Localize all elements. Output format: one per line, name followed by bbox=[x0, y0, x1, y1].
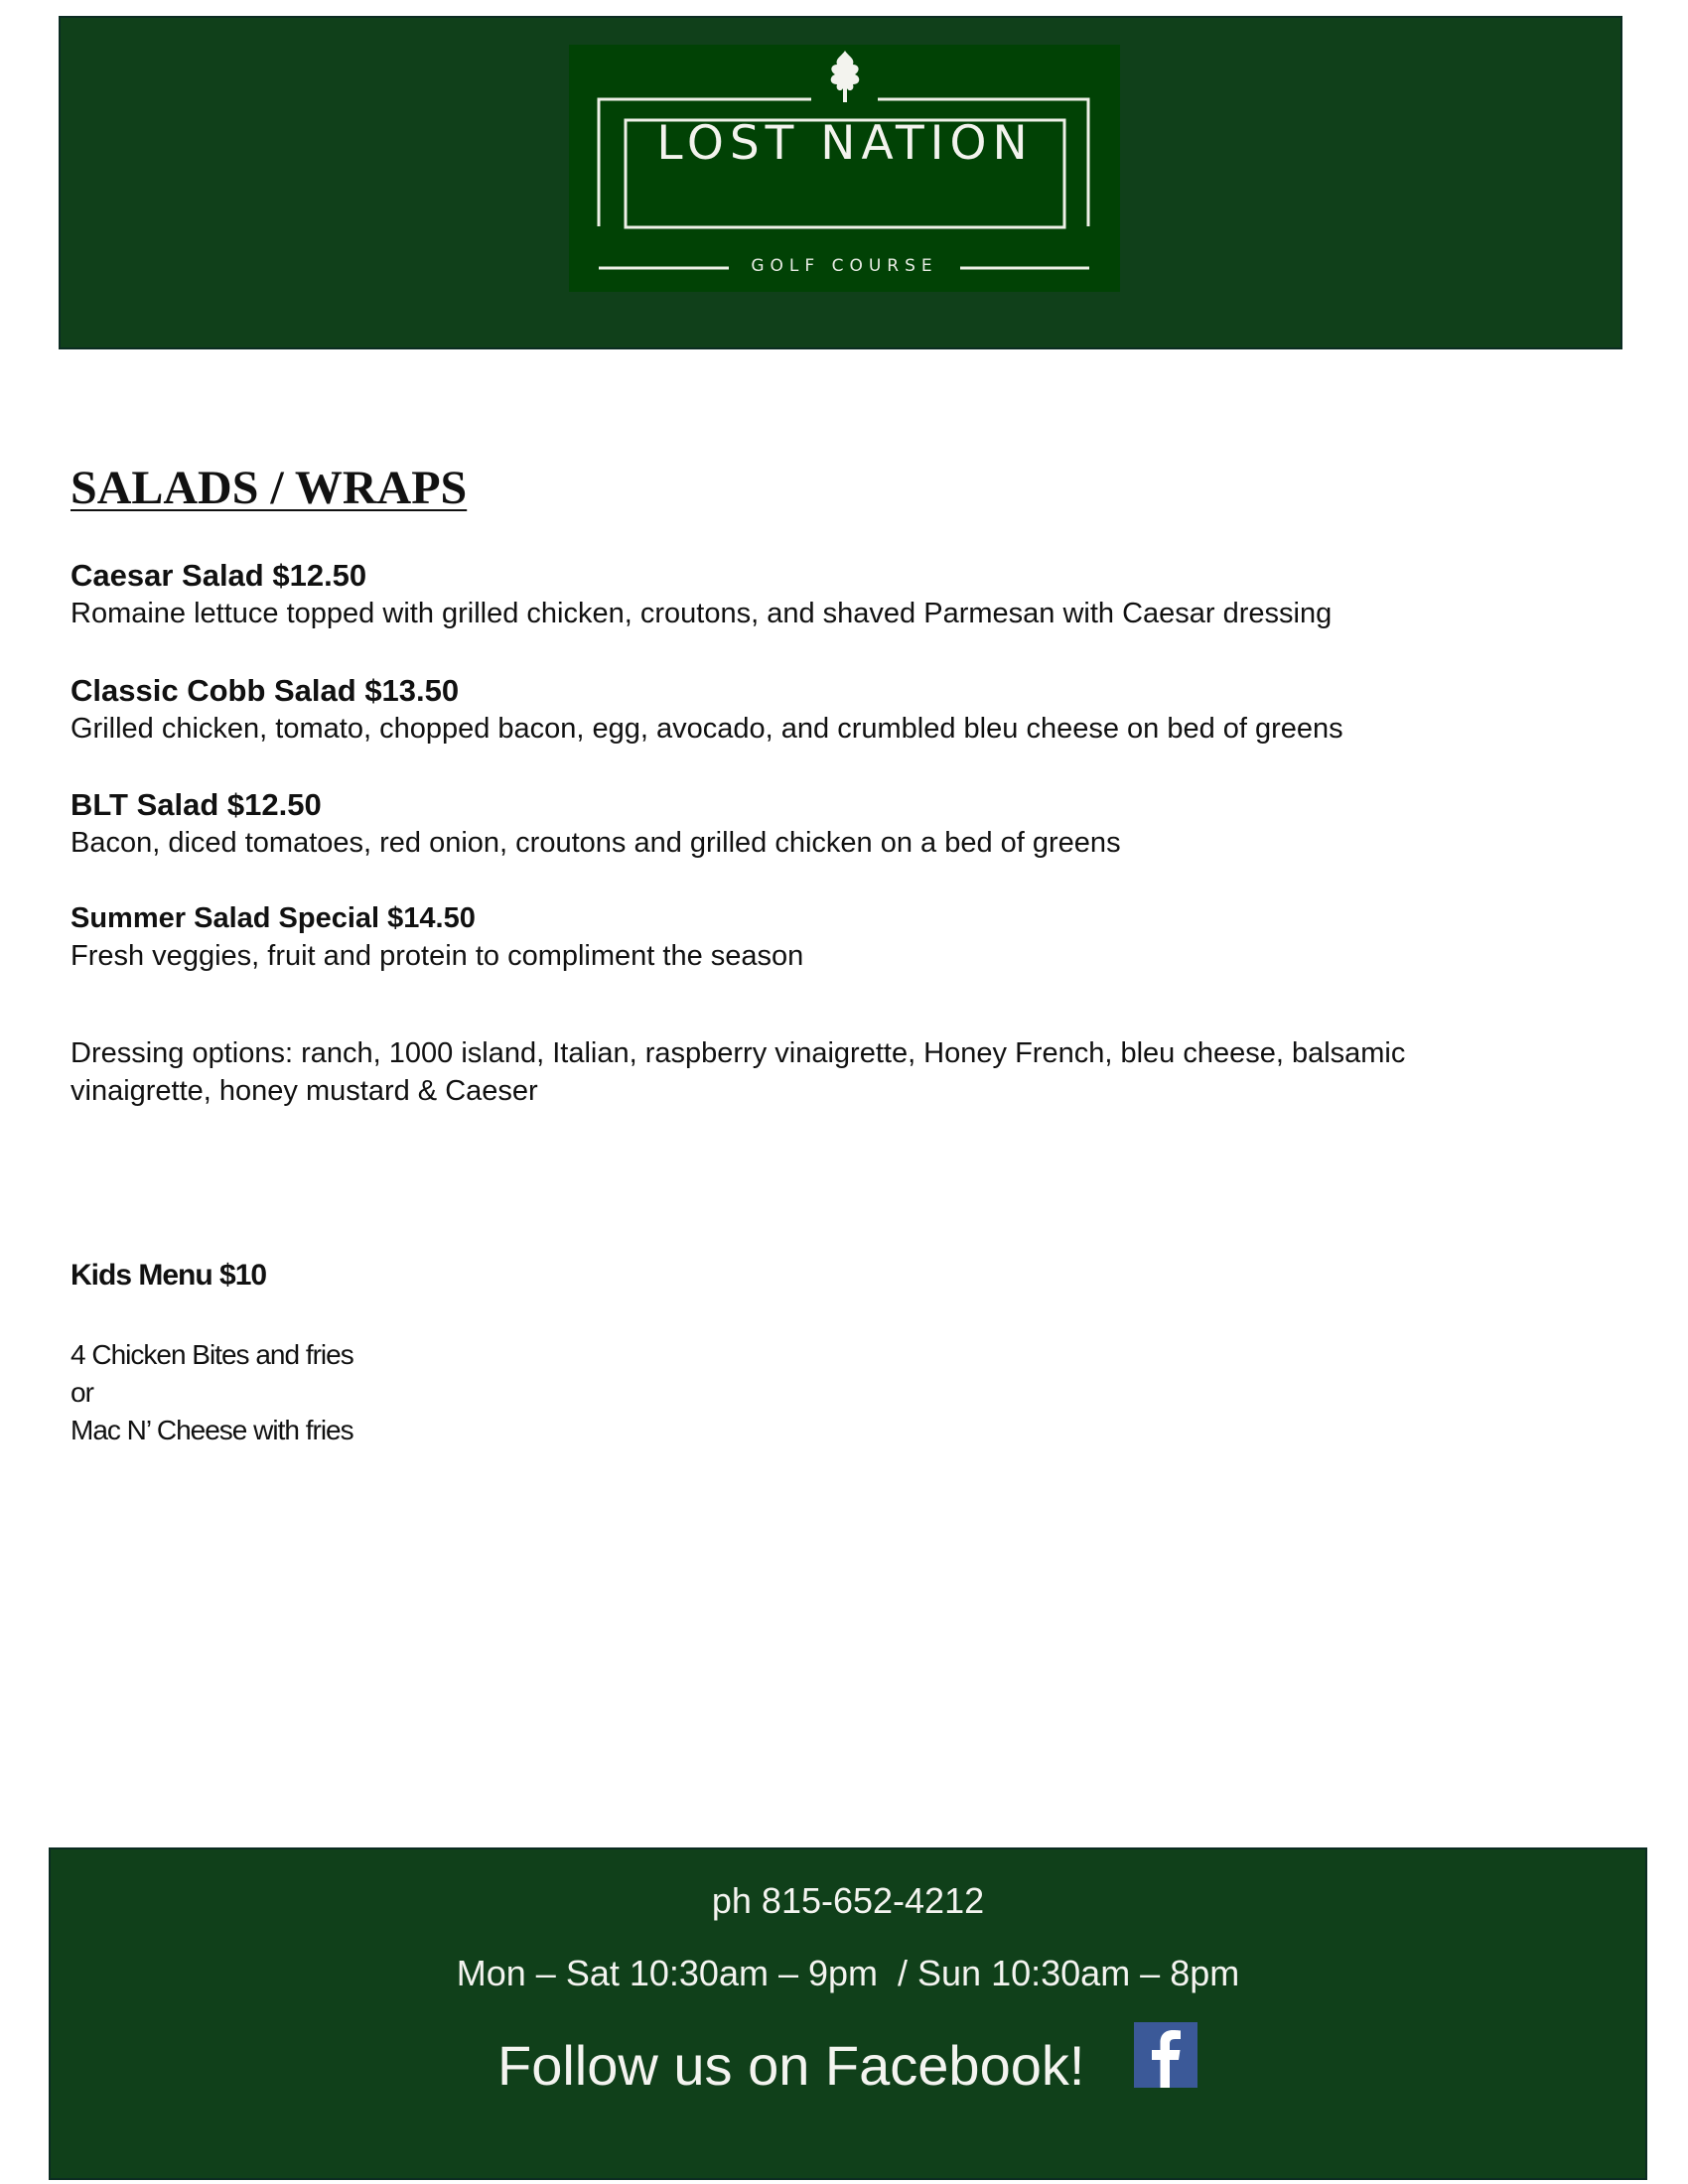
follow-text: Follow us on Facebook! bbox=[497, 2034, 1085, 2097]
item-name: Summer Salad Special $14.50 bbox=[70, 902, 476, 934]
dressing-options: Dressing options: ranch, 1000 island, Italian, raspberry vinaigrette, Honey French, bleu cheese, balsamic vinaigrette, honey mustard & Caeser bbox=[70, 1037, 1406, 1107]
menu-item bbox=[70, 899, 1560, 975]
header-banner bbox=[59, 16, 1622, 349]
kids-menu-line: or bbox=[70, 1377, 93, 1408]
logo-name: LOST NATION bbox=[656, 116, 1034, 171]
kids-menu-title: Kids Menu $10 bbox=[70, 1259, 267, 1292]
item-description: Grilled chicken, tomato, chopped bacon, egg, avocado, and crumbled bleu cheese on bed of greens bbox=[70, 713, 1343, 745]
menu-item bbox=[70, 786, 1560, 862]
item-name: Caesar Salad $12.50 bbox=[70, 558, 367, 593]
item-description: Fresh veggies, fruit and protein to compliment the season bbox=[70, 940, 804, 972]
item-name: BLT Salad $12.50 bbox=[70, 787, 322, 822]
item-description: Bacon, diced tomatoes, red onion, croutons and grilled chicken on a bed of greens bbox=[70, 827, 1121, 859]
business-hours: Mon – Sat 10:30am – 9pm / Sun 10:30am – 8pm bbox=[456, 1953, 1240, 1993]
social-row bbox=[51, 2026, 1645, 2106]
phone-number: ph 815-652-4212 bbox=[711, 1880, 985, 1921]
kids-menu-options bbox=[70, 1336, 353, 1449]
leaf-icon bbox=[825, 49, 865, 108]
facebook-icon[interactable] bbox=[1134, 2022, 1197, 2088]
logo-subtitle: GOLF COURSE bbox=[751, 256, 938, 276]
item-name: Classic Cobb Salad $13.50 bbox=[70, 673, 460, 708]
section-title: SALADS / WRAPS bbox=[70, 462, 468, 514]
item-description: Romaine lettuce topped with grilled chicken, croutons, and shaved Parmesan with Caesar dressing bbox=[70, 598, 1333, 629]
menu-item bbox=[70, 672, 1560, 748]
logo bbox=[569, 45, 1120, 292]
footer-banner bbox=[49, 1847, 1647, 2180]
kids-menu-line: Mac N’ Cheese with fries bbox=[70, 1415, 353, 1445]
kids-menu-line: 4 Chicken Bites and fries bbox=[70, 1339, 353, 1370]
menu-item bbox=[70, 557, 1560, 632]
